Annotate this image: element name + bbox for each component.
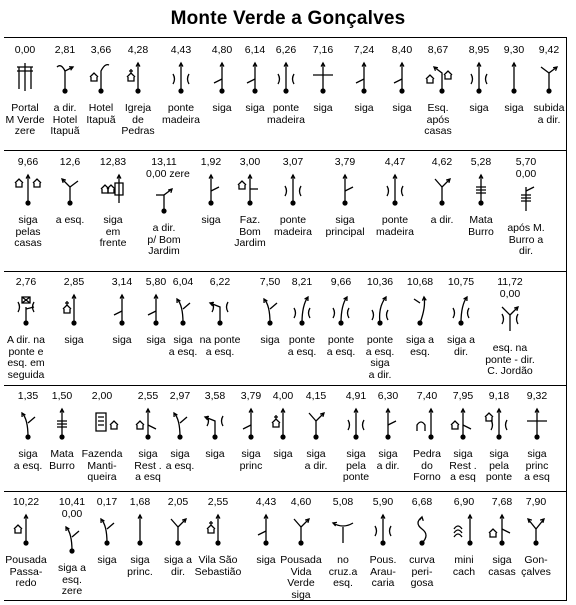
step-instruction: a dir. Hotel Itapuã [50, 102, 80, 137]
route-diagram [8, 291, 44, 331]
step-instruction: subida a dir. [533, 102, 565, 126]
step-instruction: ponte madeira [267, 102, 305, 126]
route-diagram [461, 59, 497, 99]
hotel-icon [57, 66, 65, 71]
route-diagram [338, 405, 374, 445]
step-km: 3,79 [240, 390, 262, 402]
route-diagram [10, 405, 46, 445]
step-km: 1,35 [17, 390, 39, 402]
road-line [28, 417, 35, 423]
road-line [414, 299, 420, 303]
step-km: 12,6 [59, 156, 81, 168]
step-km: 6,68 [411, 496, 433, 508]
road-line [333, 523, 353, 543]
step-instruction: siga pela ponte [342, 448, 370, 483]
step-instruction: siga Rest . a esq [449, 448, 477, 483]
road-line [243, 425, 251, 429]
route-diagram [193, 171, 229, 211]
step-km: 10,75 [447, 276, 475, 288]
route-diagram [275, 171, 311, 211]
route-diagram [402, 291, 438, 331]
arrow-head-icon [420, 517, 424, 521]
step-km: 6,04 [172, 276, 194, 288]
step-instruction: Faz. Bom Jardim [234, 214, 266, 249]
step-instruction: esq. na ponte - dir. C. Jordão [485, 342, 535, 377]
step-instruction: siga [97, 554, 117, 566]
step-km: 4,60 [290, 496, 312, 508]
step-instruction: siga a dir. [163, 554, 193, 578]
step-instruction: a dir. p/ Bom Jardim [147, 222, 181, 257]
road-line [461, 297, 467, 323]
step-instruction: Igreja de Pedras [121, 102, 155, 137]
step-instruction: no cruz.a esq. [328, 554, 358, 589]
cross-icon [65, 301, 69, 305]
route-diagram [323, 291, 359, 331]
house-icon [272, 419, 280, 427]
step-instruction: siga [469, 102, 489, 114]
route-diagram [305, 59, 341, 99]
road-line [107, 523, 114, 529]
house-icon [63, 305, 71, 313]
step-km: 2,00 [91, 390, 113, 402]
step-km-reset: 0,00 zere [146, 168, 190, 180]
step-km: 9,18 [488, 390, 510, 402]
road-line [66, 527, 72, 551]
row-divider [4, 271, 566, 272]
route-diagram [83, 59, 119, 99]
title-underline [4, 37, 566, 38]
step-instruction: siga princ a esq [524, 448, 550, 483]
route-diagram [232, 171, 268, 211]
step-instruction: Pousada Passa- redo [5, 554, 47, 589]
step-km: 7,16 [312, 44, 334, 56]
route-diagram [89, 511, 125, 551]
step-instruction: Pousada Vida Verde siga [280, 554, 322, 601]
step-km: 2,97 [169, 390, 191, 402]
step-km: 0,17 [96, 496, 118, 508]
road-line [22, 413, 28, 437]
route-diagram [268, 59, 304, 99]
route-diagram [443, 291, 479, 331]
step-km-reset: 0,00 [61, 508, 83, 520]
step-instruction: a esq. [55, 214, 85, 226]
step-instruction: siga a esq. [405, 334, 435, 358]
road-line [180, 417, 187, 423]
step-instruction: siga [256, 554, 276, 566]
route-diagram [298, 405, 334, 445]
step-instruction: após M. Burro a dir. [507, 222, 545, 257]
route-diagram [47, 59, 83, 99]
step-instruction: siga princ [239, 448, 263, 472]
step-km: 12,83 [99, 156, 127, 168]
house-icon [110, 421, 118, 429]
step-km: 4,43 [255, 496, 277, 508]
road-line [341, 297, 347, 323]
house-icon [238, 181, 246, 189]
sign-icon [22, 297, 30, 303]
route-diagram [519, 405, 555, 445]
step-km: 10,41 [58, 496, 86, 508]
route-diagram [233, 405, 269, 445]
step-instruction: siga [212, 102, 232, 114]
road-line [171, 519, 178, 527]
arch-icon [417, 422, 425, 431]
road-line [210, 303, 220, 323]
route-diagram [409, 405, 445, 445]
road-line [101, 519, 107, 543]
road-line [65, 67, 73, 91]
route-diagram [384, 59, 420, 99]
route-diagram [424, 171, 460, 211]
road-line [211, 187, 219, 191]
step-instruction: ponte madeira [376, 214, 414, 238]
step-instruction: siga princ. [127, 554, 153, 578]
route-diagram [95, 171, 131, 211]
road-line [463, 425, 471, 429]
house-icon [451, 421, 459, 429]
step-km: 9,66 [330, 276, 352, 288]
house-icon [90, 73, 98, 81]
step-instruction: siga [201, 214, 221, 226]
road-line [205, 417, 215, 437]
house-icon [15, 179, 23, 187]
house-icon [426, 75, 434, 83]
step-instruction: siga [504, 102, 524, 114]
road-line [114, 311, 122, 315]
step-instruction: siga pela ponte [485, 448, 513, 483]
road-line [502, 529, 510, 533]
step-instruction: siga a dir. [376, 448, 400, 472]
step-km: 7,40 [416, 390, 438, 402]
route-diagram [531, 59, 567, 99]
road-line [541, 67, 549, 73]
house-icon [127, 73, 135, 81]
step-instruction: Esq. após casas [424, 102, 452, 137]
cross-icon [209, 521, 213, 525]
step-km-reset: 0,00 [515, 168, 537, 180]
route-diagram [346, 59, 382, 99]
step-km: 8,21 [291, 276, 313, 288]
step-km: 13,11 [151, 156, 177, 168]
step-km: 6,14 [244, 44, 266, 56]
route-diagram [265, 405, 301, 445]
step-instruction: siga [146, 334, 166, 346]
route-diagram [420, 59, 456, 99]
step-instruction: Pedra do Forno [412, 448, 442, 483]
house-icon [489, 529, 497, 537]
road-line [177, 299, 183, 323]
step-instruction: ponte a esq. [287, 334, 317, 358]
step-instruction: Mata Burro [49, 448, 75, 472]
step-instruction: mini cach [452, 554, 476, 578]
step-km: 2,76 [15, 276, 37, 288]
road-line [418, 517, 426, 543]
step-instruction: siga principal [325, 214, 365, 238]
step-km: 4,62 [431, 156, 453, 168]
step-instruction: na ponte a esq. [199, 334, 241, 358]
step-instruction: Pous. Arau- caria [369, 554, 397, 589]
route-diagram [463, 171, 499, 211]
step-instruction: siga casas [488, 554, 516, 578]
route-diagram [252, 291, 288, 331]
step-instruction: siga [112, 334, 132, 346]
row-divider [4, 150, 566, 151]
waterfall-icon [454, 526, 462, 537]
step-instruction: siga [392, 102, 412, 114]
step-km: 3,00 [239, 156, 261, 168]
step-km: 6,90 [453, 496, 475, 508]
road-line [148, 311, 156, 315]
route-diagram [200, 511, 236, 551]
step-km: 4,47 [384, 156, 406, 168]
step-km: 0,00 [14, 44, 36, 56]
step-instruction: a dir. [430, 214, 454, 226]
route-diagram [56, 291, 92, 331]
step-km: 2,85 [63, 276, 85, 288]
route-diagram [377, 171, 413, 211]
route-diagram [518, 511, 554, 551]
step-instruction: siga a dir. [304, 448, 328, 472]
step-km: 2,05 [167, 496, 189, 508]
step-km: 4,15 [305, 390, 327, 402]
step-instruction: siga a esq. [13, 448, 43, 472]
route-diagram [160, 511, 196, 551]
house-icon [207, 525, 215, 533]
route-diagram [484, 511, 520, 551]
route-diagram [52, 171, 88, 211]
route-diagram [481, 405, 517, 445]
route-diagram [492, 299, 528, 339]
road-line [526, 187, 534, 191]
step-km: 8,95 [468, 44, 490, 56]
step-km: 1,68 [129, 496, 151, 508]
step-instruction: Gon- çalves [521, 554, 551, 578]
step-km: 9,30 [503, 44, 525, 56]
step-km: 7,68 [491, 496, 513, 508]
step-km: 8,67 [427, 44, 449, 56]
step-km: 3,79 [334, 156, 356, 168]
cross-icon [274, 415, 278, 419]
route-diagram [327, 171, 363, 211]
road-line [264, 299, 270, 323]
house-icon [107, 185, 115, 193]
step-instruction: Vila São Sebastião [194, 554, 242, 578]
route-diagram [163, 59, 199, 99]
route-diagram [54, 519, 90, 559]
road-line [394, 79, 402, 83]
step-km: 10,22 [12, 496, 40, 508]
road-line [70, 181, 78, 187]
step-km: 6,30 [377, 390, 399, 402]
cross-icon [129, 69, 133, 73]
step-km: 9,32 [526, 390, 548, 402]
road-line [528, 519, 544, 543]
road-line [356, 79, 364, 83]
step-instruction: Portal M Verde zere [5, 102, 45, 137]
step-km: 1,92 [200, 156, 222, 168]
step-km: 6,26 [275, 44, 297, 56]
route-diagram [284, 291, 320, 331]
house-icon [14, 525, 22, 533]
step-instruction: siga em frente [99, 214, 127, 249]
route-diagram [404, 511, 440, 551]
road-line [174, 413, 180, 437]
step-instruction: curva peri- gosa [409, 554, 435, 589]
step-instruction: siga Rest . a esq [134, 448, 162, 483]
step-km: 7,24 [353, 44, 375, 56]
road-line [72, 531, 79, 537]
step-instruction: siga [354, 102, 374, 114]
page-title: Monte Verde a Gonçalves [170, 8, 406, 29]
route-diagram [445, 405, 481, 445]
route-diagram [104, 291, 140, 331]
route-diagram [146, 179, 182, 219]
step-km: 5,80 [145, 276, 167, 288]
step-km: 3,66 [90, 44, 112, 56]
road-line [258, 531, 266, 535]
step-instruction: siga a esq. [165, 448, 195, 472]
step-km: 11,72 [497, 276, 523, 288]
route-diagram [446, 511, 482, 551]
row-divider [4, 491, 566, 492]
step-instruction: A dir. na ponte e esq. em seguida [7, 334, 45, 381]
route-diagram [10, 171, 46, 211]
step-instruction: ponte a esq. siga a dir. [365, 334, 395, 381]
house-icon [136, 421, 144, 429]
route-diagram [370, 405, 406, 445]
route-diagram [84, 405, 120, 445]
step-instruction: siga a dir. [446, 334, 476, 358]
step-instruction: siga [313, 102, 333, 114]
road-line [148, 425, 156, 429]
step-km: 7,90 [525, 496, 547, 508]
road-line [380, 297, 386, 323]
route-diagram [204, 59, 240, 99]
route-diagram [325, 511, 361, 551]
step-km: 6,22 [209, 276, 231, 288]
road-line [502, 307, 518, 331]
route-diagram [7, 59, 43, 99]
step-km: 4,43 [170, 44, 192, 56]
row-divider [4, 385, 566, 386]
step-km: 5,28 [470, 156, 492, 168]
road-line [435, 179, 442, 187]
road-line [294, 519, 301, 527]
step-km: 7,95 [452, 390, 474, 402]
route-diagram [162, 405, 198, 445]
step-km: 4,00 [272, 390, 294, 402]
step-km: 3,58 [204, 390, 226, 402]
step-km-reset: 0,00 [499, 288, 521, 300]
step-km: 9,66 [17, 156, 39, 168]
route-diagram [283, 511, 319, 551]
route-diagram [508, 179, 544, 219]
route-diagram [362, 291, 398, 331]
step-km: 2,81 [54, 44, 76, 56]
road-line [270, 303, 277, 309]
step-km: 10,36 [366, 276, 394, 288]
step-km: 5,08 [332, 496, 354, 508]
road-line [345, 187, 353, 191]
step-km: 3,14 [111, 276, 133, 288]
house-icon [33, 179, 41, 187]
road-line [101, 65, 109, 91]
step-instruction: ponte madeira [274, 214, 312, 238]
step-km: 1,50 [51, 390, 73, 402]
step-km: 2,55 [137, 390, 159, 402]
house-icon [485, 413, 493, 421]
step-instruction: siga [273, 448, 293, 460]
step-km: 4,91 [345, 390, 367, 402]
step-km: 8,40 [391, 44, 413, 56]
step-km: 5,90 [372, 496, 394, 508]
route-diagram [197, 405, 233, 445]
route-diagram [365, 511, 401, 551]
road-line [183, 303, 190, 309]
route-diagram [120, 59, 156, 99]
step-instruction: ponte a esq. [326, 334, 356, 358]
step-instruction: Fazenda Manti- queira [81, 448, 123, 483]
route-diagram [8, 511, 44, 551]
step-km: 5,70 [515, 156, 537, 168]
step-instruction: siga [64, 334, 84, 346]
house-icon [444, 71, 452, 79]
road-line [388, 421, 396, 425]
step-km: 9,42 [538, 44, 560, 56]
route-diagram [165, 291, 201, 331]
step-instruction: ponte madeira [162, 102, 200, 126]
step-instruction: siga a esq. zere [57, 562, 87, 597]
road-line [302, 297, 308, 323]
step-km: 7,50 [259, 276, 281, 288]
route-diagram [496, 59, 532, 99]
step-km: 4,28 [127, 44, 149, 56]
road-line [420, 297, 425, 323]
road-line [309, 413, 316, 421]
route-diagram [202, 291, 238, 331]
step-km: 10,68 [406, 276, 434, 288]
step-instruction: siga [205, 448, 225, 460]
step-km: 4,80 [211, 44, 233, 56]
step-instruction: Mata Burro [468, 214, 494, 238]
step-instruction: siga pelas casas [14, 214, 42, 249]
step-km: 3,07 [282, 156, 304, 168]
route-diagram [248, 511, 284, 551]
road-line [247, 79, 255, 83]
route-diagram [122, 511, 158, 551]
step-instruction: Hotel Itapuã [86, 102, 116, 126]
farm-building-icon [96, 413, 106, 431]
step-instruction: siga [260, 334, 280, 346]
step-km: 2,55 [207, 496, 229, 508]
route-diagram [130, 405, 166, 445]
route-diagram [44, 405, 80, 445]
step-instruction: siga [245, 102, 265, 114]
road-line [214, 79, 222, 83]
step-instruction: siga a esq. [168, 334, 198, 358]
